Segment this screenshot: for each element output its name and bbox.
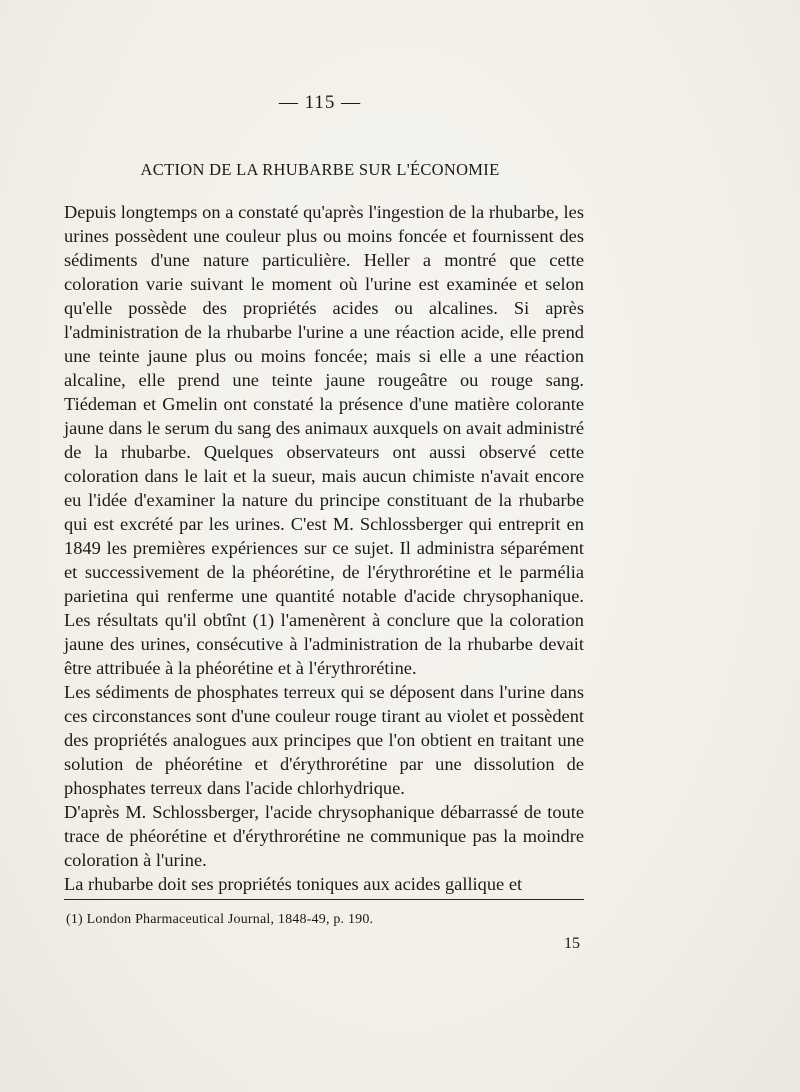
- paragraph: Depuis longtemps on a constaté qu'après l'ingestion de la rhubarbe, les urines possèdent une couleur plus ou moins foncée et fournissent des sédiments d'une nature particulière. Heller a montré que cette coloration varie suivant le moment où l'urine est examinée et selon qu'elle possède des propriétés acides ou alcalines. Si après l'administration de la rhubarbe l'urine a une réaction acide, elle prend une teinte jaune plus ou moins foncée; mais si elle a une réaction alcaline, elle prend une teinte jaune rougeâtre ou rouge sang. Tiédeman et Gmelin ont constaté la présence d'une matière colorante jaune dans le serum du sang des animaux auxquels on avait administré de la rhubarbe. Quelques observateurs ont aussi observé cette coloration dans le lait et la sueur, mais aucun chimiste n'avait encore eu l'idée d'examiner la nature du principe constituant de la rhubarbe qui est excrété par les urines. C'est M. Schlossberger qui entreprit en 1849 les premières expériences sur ce sujet. Il administra séparément et successivement de la phéorétine, de l'érythrorétine et le parmélia parietina qui renferme une quantité notable d'acide chrysophanique. Les résultats qu'il obtînt (1) l'amenèrent à conclure que la coloration jaune des urines, consécutive à l'administration de la rhubarbe devait être attribuée à la phéorétine et à l'érythrorétine.: [64, 202, 584, 678]
- body-text: [64, 200, 584, 896]
- footnote-divider: [64, 899, 584, 900]
- footnote: (1) London Pharmaceutical Journal, 1848-49, p. 190.: [66, 912, 374, 927]
- paragraph: Les sédiments de phosphates terreux qui se déposent dans l'urine dans ces circonstances sont d'une couleur rouge tirant au violet et possèdent des propriétés analogues aux principes que l'on obtient en traitant une solution de phéorétine et d'érythrorétine par une dissolution de phosphates terreux dans l'acide chlorhydrique.: [64, 682, 584, 798]
- paragraph: D'après M. Schlossberger, l'acide chrysophanique débarrassé de toute trace de phéorétine et d'érythrorétine ne communique pas la moindre coloration à l'urine.: [64, 802, 584, 870]
- signature-mark: 15: [564, 935, 580, 952]
- page-number: — 115 —: [278, 92, 362, 113]
- section-heading: ACTION DE LA RHUBARBE SUR L'ÉCONOMIE: [140, 160, 500, 179]
- paragraph: La rhubarbe doit ses propriétés toniques aux acides gallique et: [64, 874, 523, 894]
